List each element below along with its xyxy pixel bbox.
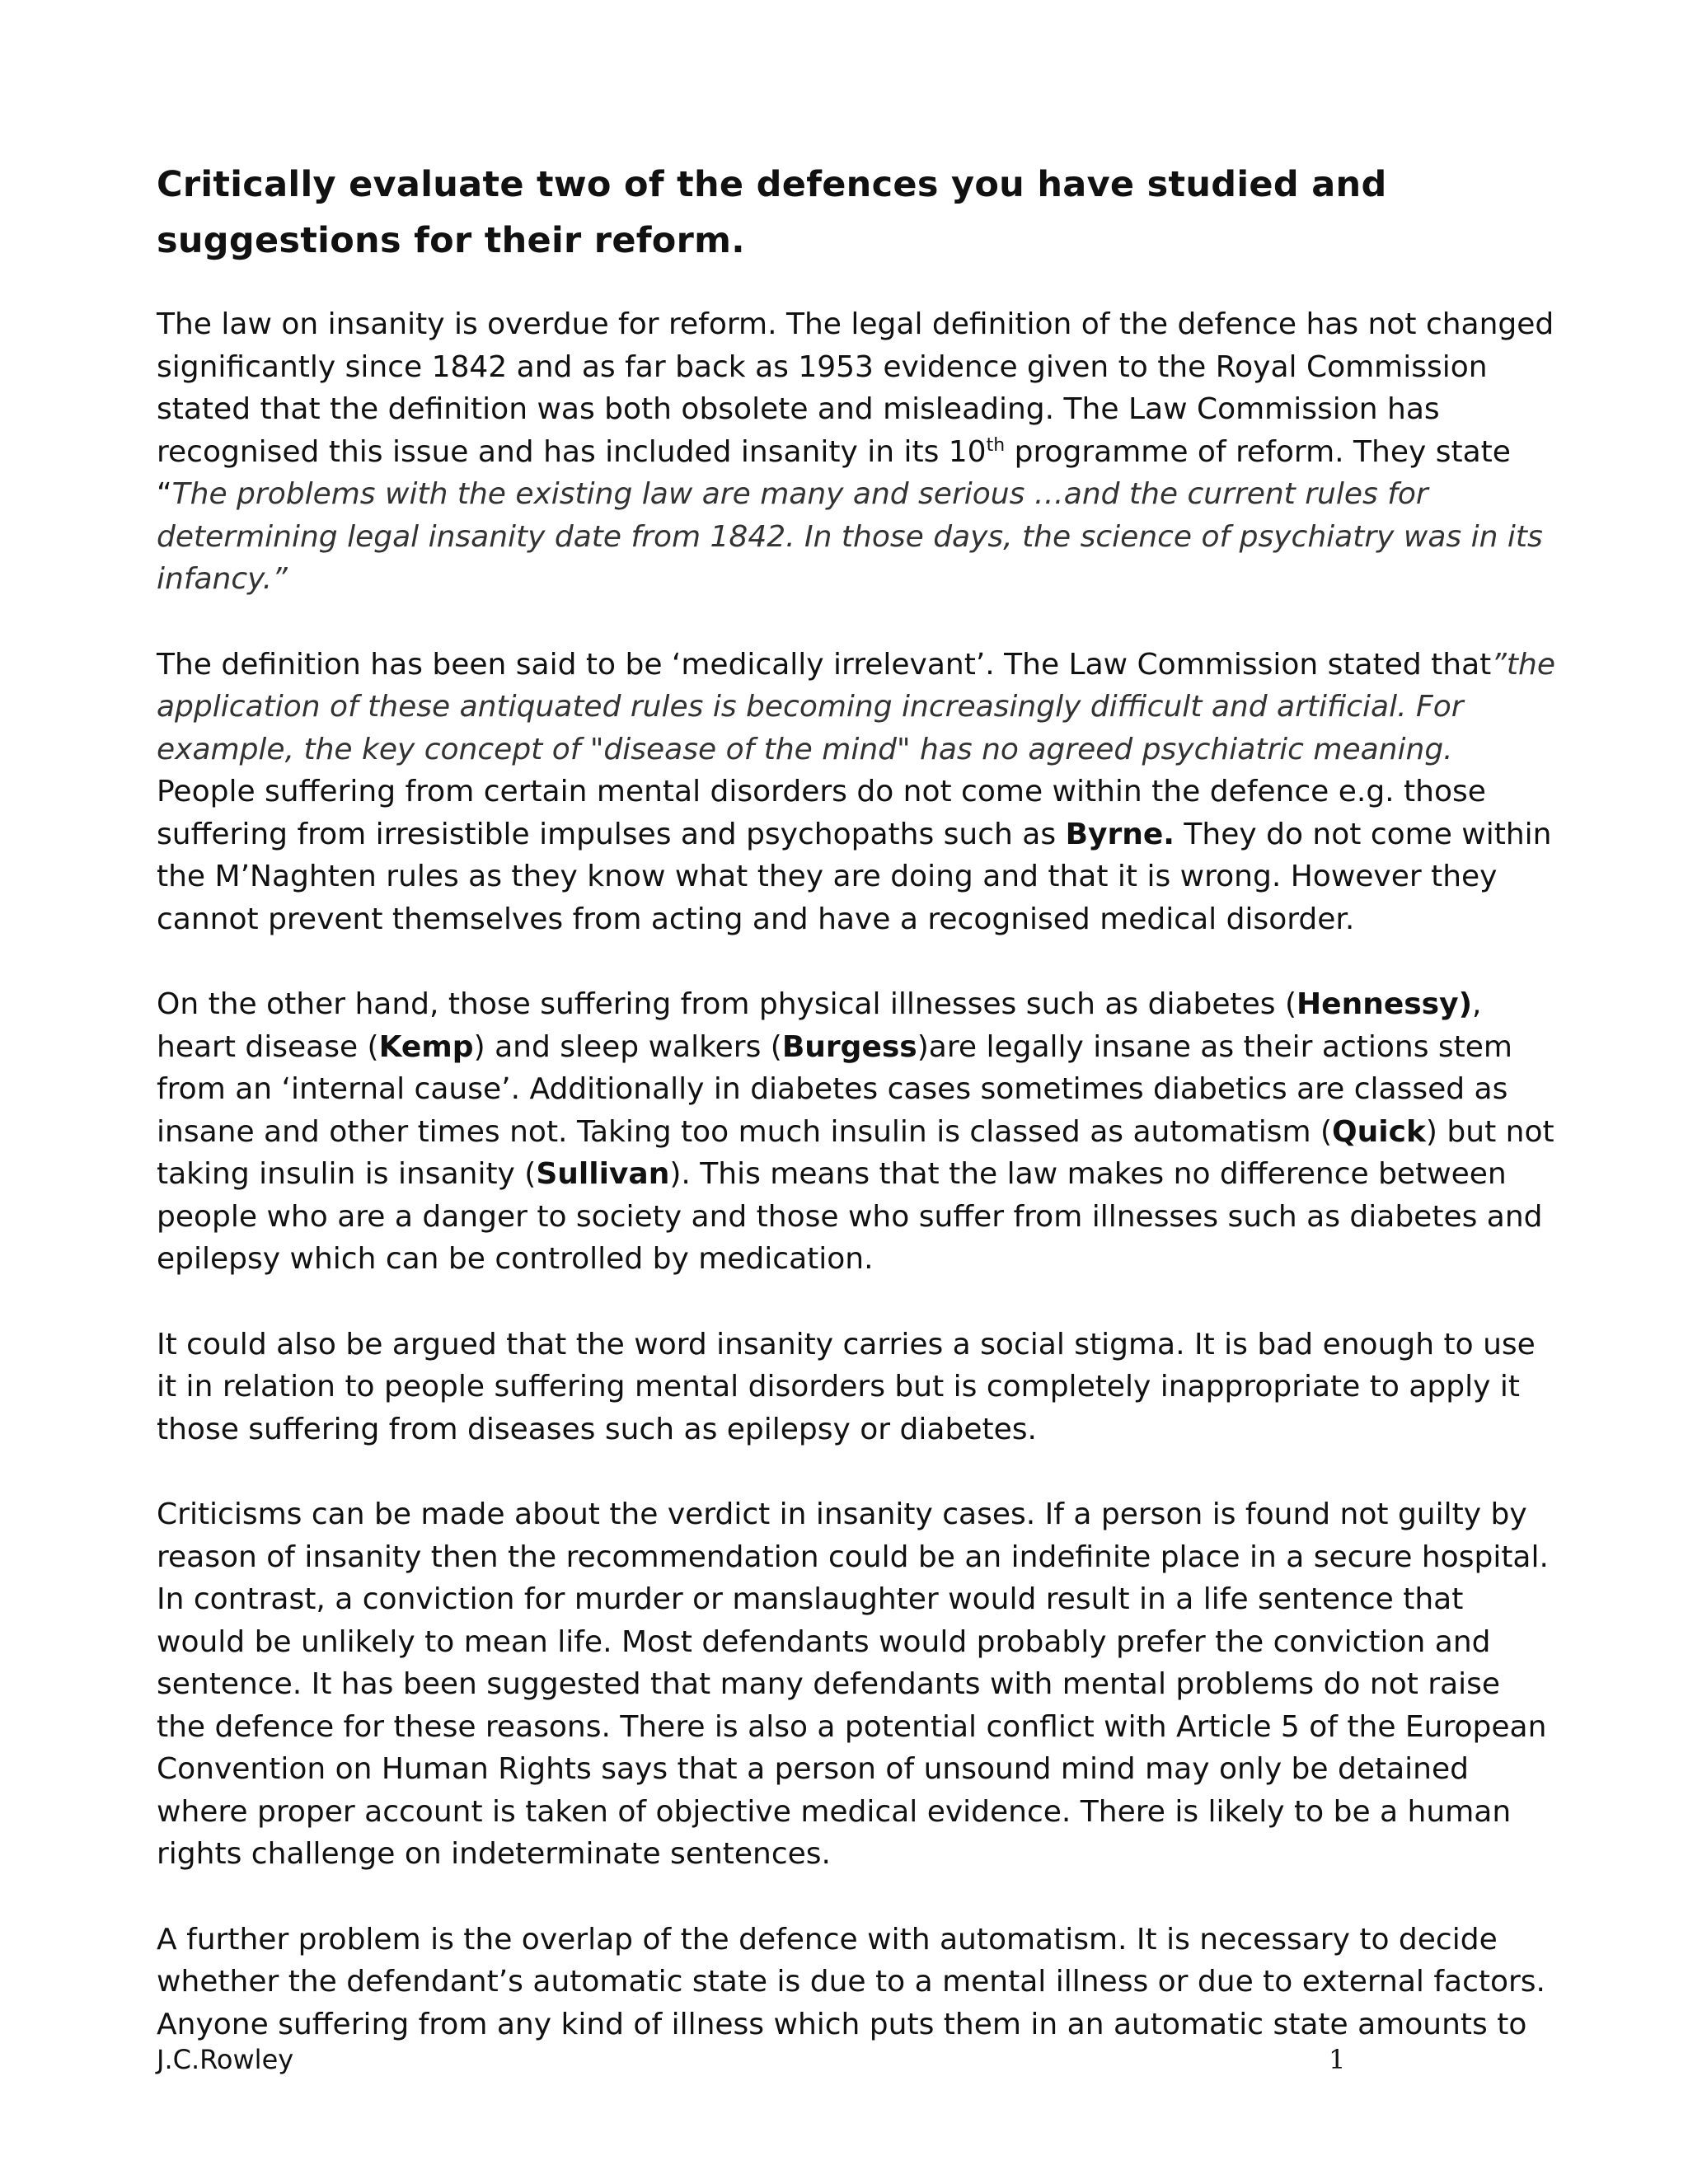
paragraph-2-text-end: They do not come within the M’Naghten rules as they know what they are doing and that it is wrong. However they cannot prevent themselves from acting and have a recognised medical disorder. xyxy=(157,817,1552,936)
paragraph-5: Criticisms can be made about the verdict in insanity cases. If a person is found not guilty by reason of insanity then the recommendation could be an indefinite place in a secure hospital. In contrast, a conviction for murder or manslaughter would result in a life sentence that would be unlikely to mean life. Most defendants would probably prefer the conviction and sentence. It has been suggested that many defendants with mental problems do not raise the defence for these reasons. There is also a potential conflict with Article 5 of the European Convention on Human Rights says that a person of unsound mind may only be detained where proper account is taken of objective medical evidence. There is likely to be a human rights challenge on indeterminate sentences. xyxy=(157,1497,1549,1871)
paragraph-1 xyxy=(157,303,1558,601)
paragraph-3 xyxy=(157,983,1558,1281)
paragraph-1-text: The law on insanity is overdue for reform. The legal definition of the defence has not changed significantly since 1842 and as far back as 1953 evidence given to the Royal Commission stated that the definition was both obsolete and misleading. The Law Commission has recognised this issue and has included insanity in its 10 xyxy=(157,307,1554,469)
law-commission-quote-2: ”the application of these antiquated rules is becoming increasingly difficult and artificial. For example, the key concept of "disease of the mind" has no agreed psychiatric meaning. xyxy=(157,647,1555,766)
paragraph-3-text-f: ). This means that the law makes no difference between people who are a danger to society and those who suffer from illnesses such as diabetes and epilepsy which can be controlled by medication. xyxy=(157,1157,1543,1276)
essay-title: Critically evaluate two of the defences you have studied and suggestions for their reform. xyxy=(157,164,1387,261)
case-name-hennessy: Hennessy) xyxy=(1296,987,1473,1021)
case-name-quick: Quick xyxy=(1332,1114,1426,1149)
paragraph-3-text-b: , heart disease ( xyxy=(157,987,1482,1064)
paragraph-6: A further problem is the overlap of the defence with automatism. It is necessary to decide whether the defendant’s automatic state is due to a mental illness or due to external factors. Anyone suffering from any kind of illness which puts them in an automatic state amounts to xyxy=(157,1922,1546,2041)
footer-author: J.C.Rowley xyxy=(157,2044,294,2075)
case-name-burgess: Burgess xyxy=(781,1029,917,1064)
paragraph-2-text-cont: People suffering from certain mental disorders do not come within the defence e.g. those suffering from irresistible impulses and psychopaths such as xyxy=(157,775,1486,851)
case-name-kemp: Kemp xyxy=(378,1029,474,1064)
paragraph-1-text-cont: programme of reform. They state “ xyxy=(157,434,1511,511)
paragraph-3-text-e: ) but not taking insulin is insanity ( xyxy=(157,1114,1554,1191)
paragraph-3-text: On the other hand, those suffering from physical illnesses such as diabetes ( xyxy=(157,987,1297,1021)
paragraph-3-text-c: ) and sleep walkers ( xyxy=(473,1029,782,1064)
superscript-th: th xyxy=(986,434,1006,456)
paragraph-3-text-d: )are legally insane as their actions stem from an ‘internal cause’. Additionally in diabetes cases sometimes diabetics are classed as insane and other times not. Taking too much insulin is classed as automatism ( xyxy=(157,1029,1512,1149)
paragraph-2-text: The definition has been said to be ‘medically irrelevant’. The Law Commission stated that xyxy=(157,647,1492,682)
law-commission-quote: The problems with the existing law are many and serious …and the current rules for determining legal insanity date from 1842. In those days, the science of psychiatry was in its infancy.” xyxy=(157,477,1543,596)
document-page xyxy=(157,157,1558,2088)
paragraph-4: It could also be argued that the word insanity carries a social stigma. It is bad enough to use it in relation to people suffering mental disorders but is completely inappropriate to apply it those suffering from diseases such as epilepsy or diabetes. xyxy=(157,1327,1536,1446)
paragraph-2 xyxy=(157,644,1558,941)
footer-page-number: 1 xyxy=(1329,2044,1346,2075)
case-name-sullivan: Sullivan xyxy=(536,1157,670,1191)
case-name-byrne: Byrne. xyxy=(1065,817,1175,851)
